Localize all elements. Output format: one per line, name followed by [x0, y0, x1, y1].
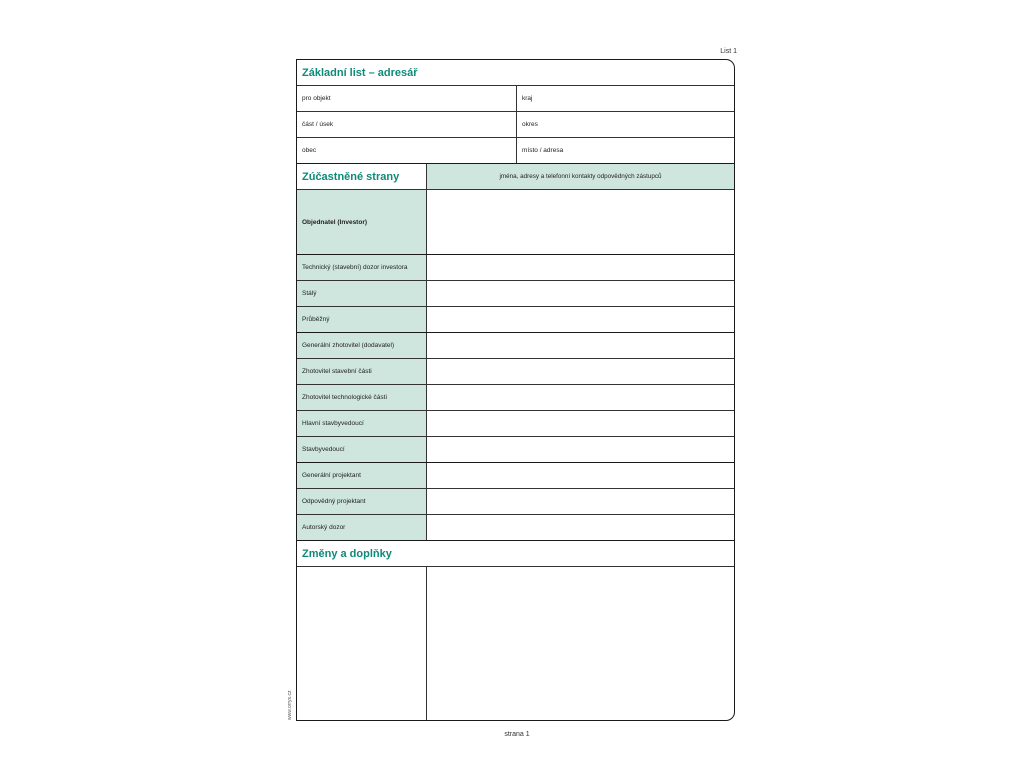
party-label: Generální zhotovitel (dodavatel)	[297, 333, 427, 358]
website-watermark: www.orrys.cz	[287, 690, 293, 720]
info-row	[297, 86, 734, 112]
changes-note-field[interactable]	[427, 567, 734, 720]
info-field-section[interactable]: část / úsek	[297, 112, 517, 137]
info-row	[297, 138, 734, 164]
info-field-district[interactable]: okres	[522, 121, 538, 128]
party-row	[297, 411, 734, 437]
party-row	[297, 255, 734, 281]
party-contact-field[interactable]	[427, 411, 734, 436]
info-field-municipality[interactable]: obec	[297, 138, 517, 163]
party-row	[297, 359, 734, 385]
party-contact-field[interactable]	[427, 359, 734, 384]
party-label: Průběžný	[297, 307, 427, 332]
party-label: Stavbyvedoucí	[297, 437, 427, 462]
party-label: Stálý	[297, 281, 427, 306]
changes-body	[297, 567, 734, 720]
party-contact-field[interactable]	[427, 489, 734, 514]
party-label: Technický (stavební) dozor investora	[297, 255, 427, 280]
party-row	[297, 489, 734, 515]
sheet-number: List 1	[720, 48, 737, 55]
party-label: Objednatel (Investor)	[297, 190, 427, 254]
party-contact-field[interactable]	[427, 307, 734, 332]
party-contact-field[interactable]	[427, 255, 734, 280]
changes-header-row	[297, 541, 734, 567]
party-contact-field[interactable]	[427, 281, 734, 306]
party-contact-field[interactable]	[427, 190, 734, 254]
form-title: Základní list – adresář	[302, 66, 418, 79]
party-row	[297, 333, 734, 359]
party-row	[297, 307, 734, 333]
info-field-project[interactable]: pro objekt	[297, 86, 517, 111]
parties-column-note: jména, adresy a telefonní kontakty odpovědných zástupců	[427, 164, 734, 189]
info-field-address[interactable]: místo / adresa	[522, 147, 564, 154]
party-contact-field[interactable]	[427, 437, 734, 462]
party-label: Autorský dozor	[297, 515, 427, 540]
party-row	[297, 463, 734, 489]
party-contact-field[interactable]	[427, 333, 734, 358]
info-row	[297, 112, 734, 138]
address-form	[296, 59, 735, 721]
page-footer: strana 1	[504, 731, 530, 738]
title-row	[297, 60, 734, 86]
info-field-region[interactable]: kraj	[522, 95, 533, 102]
party-contact-field[interactable]	[427, 463, 734, 488]
party-row	[297, 515, 734, 541]
parties-header-row	[297, 164, 734, 190]
party-contact-field[interactable]	[427, 385, 734, 410]
party-label: Generální projektant	[297, 463, 427, 488]
party-row	[297, 437, 734, 463]
party-label: Odpovědný projektant	[297, 489, 427, 514]
party-row	[297, 281, 734, 307]
party-contact-field[interactable]	[427, 515, 734, 540]
party-label: Hlavní stavbyvedoucí	[297, 411, 427, 436]
changes-date-field[interactable]	[297, 567, 427, 720]
party-row-investor	[297, 190, 734, 255]
party-label: Zhotovitel stavební části	[297, 359, 427, 384]
parties-heading: Zúčastněné strany	[297, 164, 427, 189]
party-row	[297, 385, 734, 411]
party-label: Zhotovitel technologické části	[297, 385, 427, 410]
changes-heading: Změny a doplňky	[302, 547, 392, 560]
